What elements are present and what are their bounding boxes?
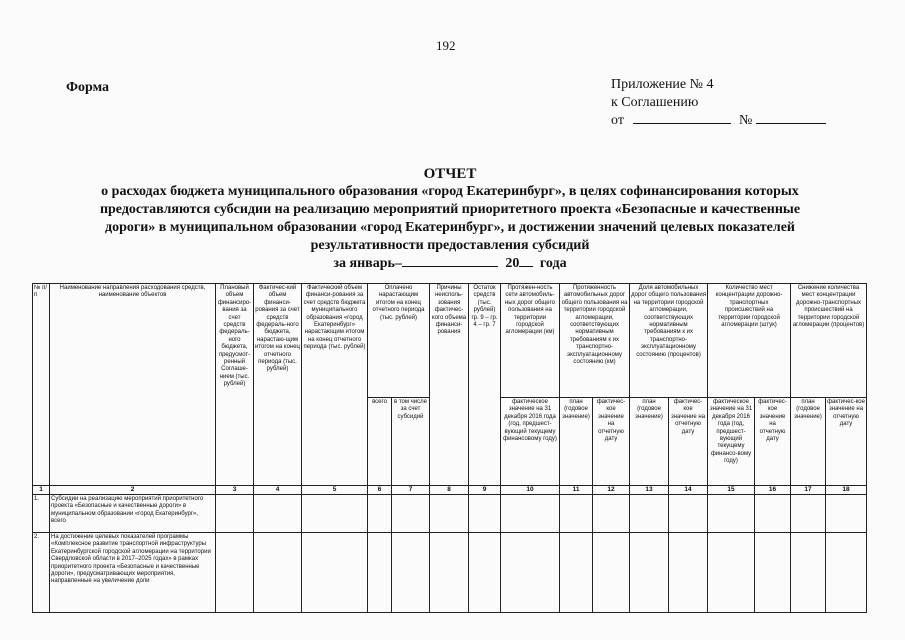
- report-subtitle-line-3: дороги» в муниципальном образовании «город Екатеринбург», и достижении значений целевых показателей: [105, 220, 795, 235]
- column-number: 11: [560, 486, 593, 495]
- table-cell[interactable]: [630, 533, 669, 613]
- table-cell[interactable]: [630, 495, 669, 533]
- column-number: 2: [50, 486, 216, 495]
- table-cell[interactable]: [302, 495, 368, 533]
- subheader-fact-date-d: фактичес-кое значение на отчетную дату: [826, 398, 867, 486]
- table-cell[interactable]: [791, 495, 826, 533]
- col-header-11-12: Протяженность автомобильных дорог общего пользования на территории городской агломерации, соответствующих нормативным требованиям к их транспортно-эксплуатационному состоянию (км): [560, 284, 630, 398]
- column-number: 14: [669, 486, 708, 495]
- row-name: Субсидии на реализацию мероприятий приоритетного проекта «Безопасные и качественные дороги» в муниципальном образовании «город Екатеринбург», всего: [50, 495, 216, 533]
- column-number: 6: [368, 486, 392, 495]
- table-cell[interactable]: [430, 533, 469, 613]
- column-number: 7: [392, 486, 430, 495]
- col-header-15-16: Количество мест концентрации дорожно-транспортных происшествий на территории городской агломерации (штук): [708, 284, 791, 398]
- table-cell[interactable]: [593, 495, 630, 533]
- subheader-plan-a: план (годовое значение): [560, 398, 593, 486]
- col-header-4: Фактичес-кий объем финанси-рования за счет средств федераль-ного бюджета, нарастаю-щим итогом на конец отчетного периода (тыс. рублей): [254, 284, 302, 486]
- table-cell[interactable]: [501, 533, 560, 613]
- table-cell[interactable]: [826, 495, 867, 533]
- col-header-3: Плановый объем финансиро-вания за счет средств федераль-ного бюджета, предусмот-ренный Соглаше-нием (тыс. рублей): [216, 284, 254, 486]
- subheader-fact-2016-a: фактическое значение на 31 декабря 2016 года (год, предшест-вующий текущему финансовому году): [501, 398, 560, 486]
- column-number-row: [33, 486, 867, 495]
- appendix-title: Приложение № 4: [611, 77, 714, 92]
- appendix-from-label: от: [611, 113, 624, 128]
- table-cell[interactable]: [254, 533, 302, 613]
- table-cell[interactable]: [368, 533, 392, 613]
- table-cell[interactable]: [469, 495, 501, 533]
- table-cell[interactable]: [368, 495, 392, 533]
- col-header-10: Протяжен-ность сети автомобиль-ных дорог общего пользования на территории городской агломерации (км): [501, 284, 560, 398]
- row-name: На достижение целевых показателей программы «Комплексное развитие транспортной инфраструктуры Екатеринбургской городской агломерации на территории Свердловской области в 2017–2025 годах» в рамках приоритетного проекта «Безопасные и качественные дороги», предусматривающих мероприятия, направленные на увеличение доли: [50, 533, 216, 613]
- table-cell[interactable]: [755, 495, 791, 533]
- subheader-plan-b: план (годовое значение): [630, 398, 669, 486]
- table-cell[interactable]: [430, 495, 469, 533]
- column-number: 5: [302, 486, 368, 495]
- column-number: 10: [501, 486, 560, 495]
- form-label: Форма: [66, 80, 110, 95]
- column-number: 13: [630, 486, 669, 495]
- table-cell[interactable]: [708, 533, 755, 613]
- subheader-fact-date-b: фактичес-кое значение на отчетную дату: [669, 398, 708, 486]
- subheader-fact-2016-b: фактическое значение на 31 декабря 2016 года (год, предшест-вующий текущему финансо-вому году): [708, 398, 755, 486]
- table-cell[interactable]: [791, 533, 826, 613]
- col-header-name: Наименование направления расходования средств, наименование объектов: [50, 284, 216, 486]
- col-header-17-18: Снижение количества мест концентрации дорожно-транспортных происшествий на территории городской агломерации (процентов): [791, 284, 867, 398]
- table-row: [33, 533, 867, 613]
- subheader-total: всего: [368, 398, 392, 486]
- table-row: [33, 495, 867, 533]
- table-cell[interactable]: [254, 495, 302, 533]
- row-num: 2.: [33, 533, 50, 613]
- report-period: [55, 255, 845, 273]
- col-header-paid: Оплачено нарастающим итогом на конец отчетного периода (тыс. рублей): [368, 284, 430, 398]
- subheader-incl-cofin: в том числе за счет субсидий: [392, 398, 430, 486]
- period-blank-field: [402, 255, 498, 267]
- column-number: 18: [826, 486, 867, 495]
- column-number: 15: [708, 486, 755, 495]
- column-number: 3: [216, 486, 254, 495]
- table-cell[interactable]: [593, 533, 630, 613]
- column-number: 17: [791, 486, 826, 495]
- column-number: 8: [430, 486, 469, 495]
- column-number: 9: [469, 486, 501, 495]
- date-blank-field: [633, 112, 731, 124]
- appendix-block: [611, 76, 826, 130]
- report-title: ОТЧЕТ: [423, 166, 477, 182]
- subheader-fact-date-c: фактичес-кое значение на отчетную дату: [755, 398, 791, 486]
- header-row: [33, 284, 867, 398]
- table-cell[interactable]: [302, 533, 368, 613]
- table-cell[interactable]: [392, 533, 430, 613]
- subheader-plan-c: план (годовое значение): [791, 398, 826, 486]
- table-cell[interactable]: [501, 495, 560, 533]
- col-header-num: № п/п: [33, 284, 50, 486]
- report-subtitle-line-2: предоставляются субсидии на реализацию мероприятий приоритетного проекта «Безопасные и качественные: [99, 202, 801, 217]
- appendix-number-label: №: [738, 113, 753, 128]
- table-cell[interactable]: [216, 533, 254, 613]
- appendix-date-number-line: [611, 112, 826, 130]
- table-cell[interactable]: [669, 533, 708, 613]
- page-number: 192: [436, 38, 456, 53]
- row-num: 1.: [33, 495, 50, 533]
- report-subtitle-line-1: о расходах бюджета муниципального образования «город Екатеринбург», в целях софинансирования которых: [101, 184, 799, 199]
- year-blank-field: [519, 255, 533, 267]
- column-number: 1: [33, 486, 50, 495]
- col-header-9: Остаток средств (тыс. рублей) гр. 9 – гр. 4 – гр. 7: [469, 284, 501, 486]
- table-cell[interactable]: [216, 495, 254, 533]
- table-cell[interactable]: [560, 495, 593, 533]
- column-number: 4: [254, 486, 302, 495]
- report-title-block: [55, 165, 845, 273]
- table-cell[interactable]: [669, 495, 708, 533]
- period-suffix: года: [539, 256, 567, 271]
- table-cell[interactable]: [392, 495, 430, 533]
- table-cell[interactable]: [826, 533, 867, 613]
- col-header-13-14: Доля автомобильных дорог общего пользования на территории городской агломерации, соответствующих нормативным требованиям к их транспортно-эксплуатационному состоянию (процентов): [630, 284, 708, 398]
- subheader-fact-date-a: фактичес-кое значение на отчетную дату: [593, 398, 630, 486]
- table-cell[interactable]: [708, 495, 755, 533]
- number-blank-field: [756, 112, 826, 124]
- column-number: 16: [755, 486, 791, 495]
- table-cell[interactable]: [560, 533, 593, 613]
- report-table: [32, 283, 867, 613]
- col-header-8: Причины неисполь-зования фактичес-кого объема финанси-рования: [430, 284, 469, 486]
- column-number: 12: [593, 486, 630, 495]
- report-subtitle-line-4: результативности предоставления субсидий: [310, 238, 590, 253]
- period-prefix: за январь–: [333, 256, 402, 271]
- appendix-agreement: к Соглашению: [611, 95, 699, 110]
- table-cell[interactable]: [755, 533, 791, 613]
- period-year: 20: [505, 256, 520, 271]
- col-header-5: Фактический объем финанси-рования за счет средств бюджета муниципального образования «город Екатеринбург» нарастающим итогом на конец отчетного периода (тыс. рублей): [302, 284, 368, 486]
- table-cell[interactable]: [469, 533, 501, 613]
